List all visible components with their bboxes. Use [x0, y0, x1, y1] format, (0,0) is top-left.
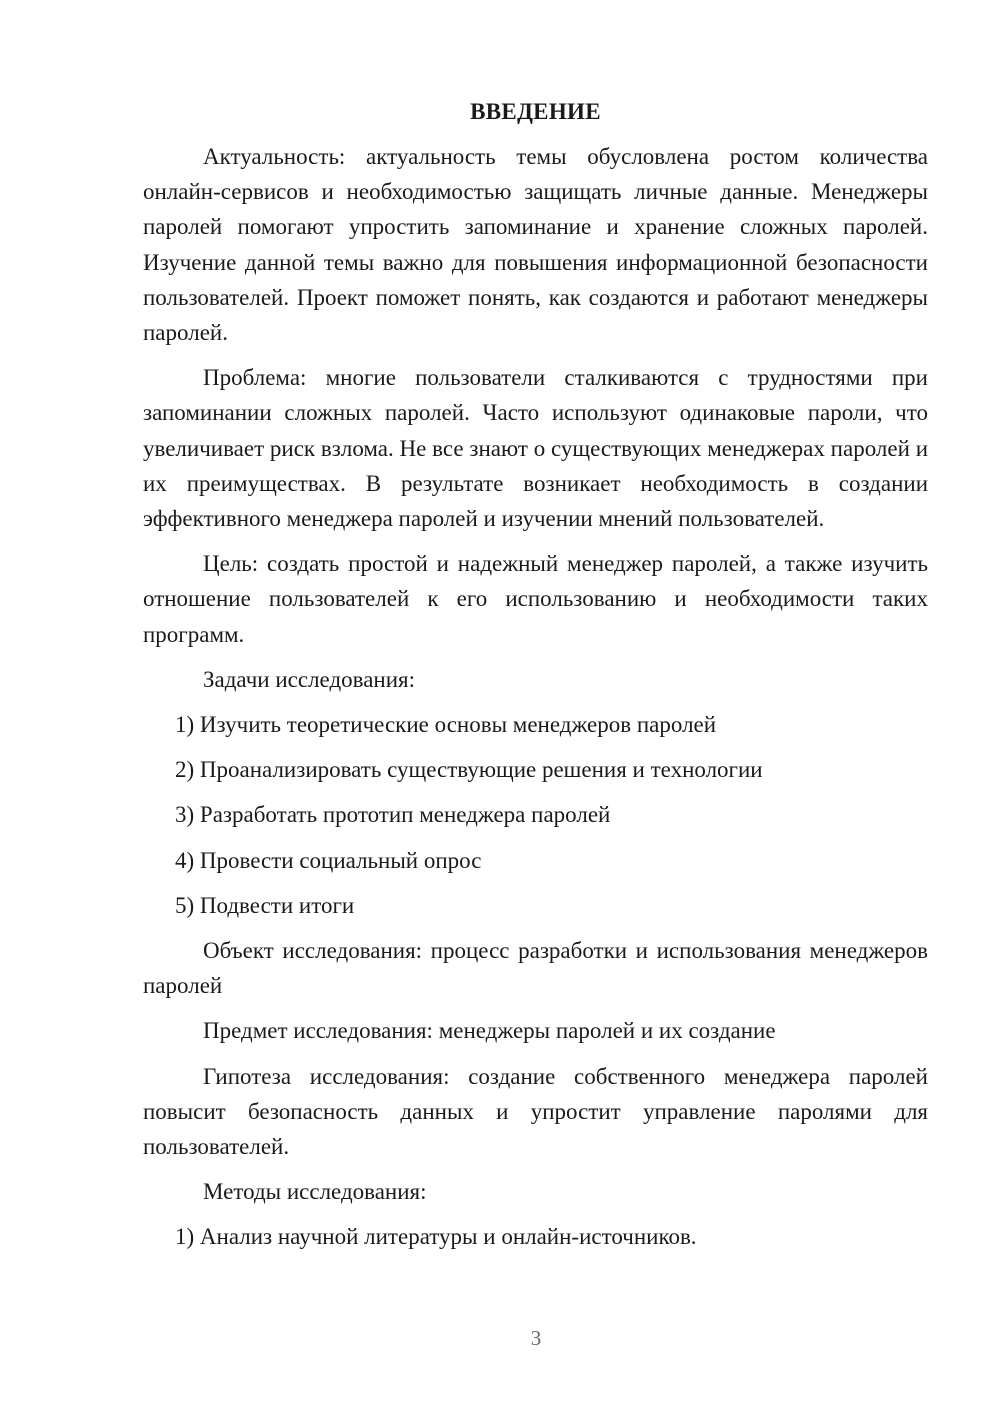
task-item: 1) Изучить теоретические основы менеджеров паролей	[175, 712, 717, 738]
object-paragraph: Объект исследования: процесс разработки и использования менеджеров паролей	[143, 938, 928, 999]
methods-heading: Методы исследования:	[203, 1179, 427, 1205]
task-item: 4) Провести социальный опрос	[175, 847, 482, 873]
task-item: 2) Проанализировать существующие решения и технологии	[175, 757, 763, 783]
tasks-heading: Задачи исследования:	[203, 666, 416, 692]
subject-paragraph: Предмет исследования: менеджеры паролей и их создание	[203, 1018, 776, 1044]
method-item: 1) Анализ научной литературы и онлайн-источников.	[175, 1224, 697, 1250]
hypothesis-paragraph: Гипотеза исследования: создание собственного менеджера паролей повысит безопасность данных и упростит управление паролями для пользователей.	[143, 1063, 928, 1160]
task-item: 3) Разработать прототип менеджера паролей	[175, 802, 611, 828]
task-item: 5) Подвести итоги	[175, 892, 355, 918]
problem-paragraph: Проблема: многие пользователи сталкиваются с трудностями при запоминании сложных паролей. Часто используют одинаковые пароли, что увеличивает риск взлома. Не все знают о существующих менеджерах паролей и их преимуществах. В результате возникает необходимость в создании эффективного менеджера паролей и изучении мнений пользователей.	[143, 365, 928, 532]
relevance-paragraph: Актуальность: актуальность темы обусловлена ростом количества онлайн-сервисов и необходимостью защищать личные данные. Менеджеры паролей помогают упростить запоминание и хранение сложных паролей. Изучение данной темы важно для повышения информационной безопасности пользователей. Проект поможет понять, как создаются и работают менеджеры паролей.	[143, 144, 928, 346]
page-number: 3	[530, 1326, 542, 1350]
goal-paragraph: Цель: создать простой и надежный менеджер паролей, а также изучить отношение пользователей к его использованию и необходимости таких программ.	[143, 551, 928, 647]
page-content	[143, 94, 928, 1265]
page-title: ВВЕДЕНИЕ	[470, 99, 601, 124]
